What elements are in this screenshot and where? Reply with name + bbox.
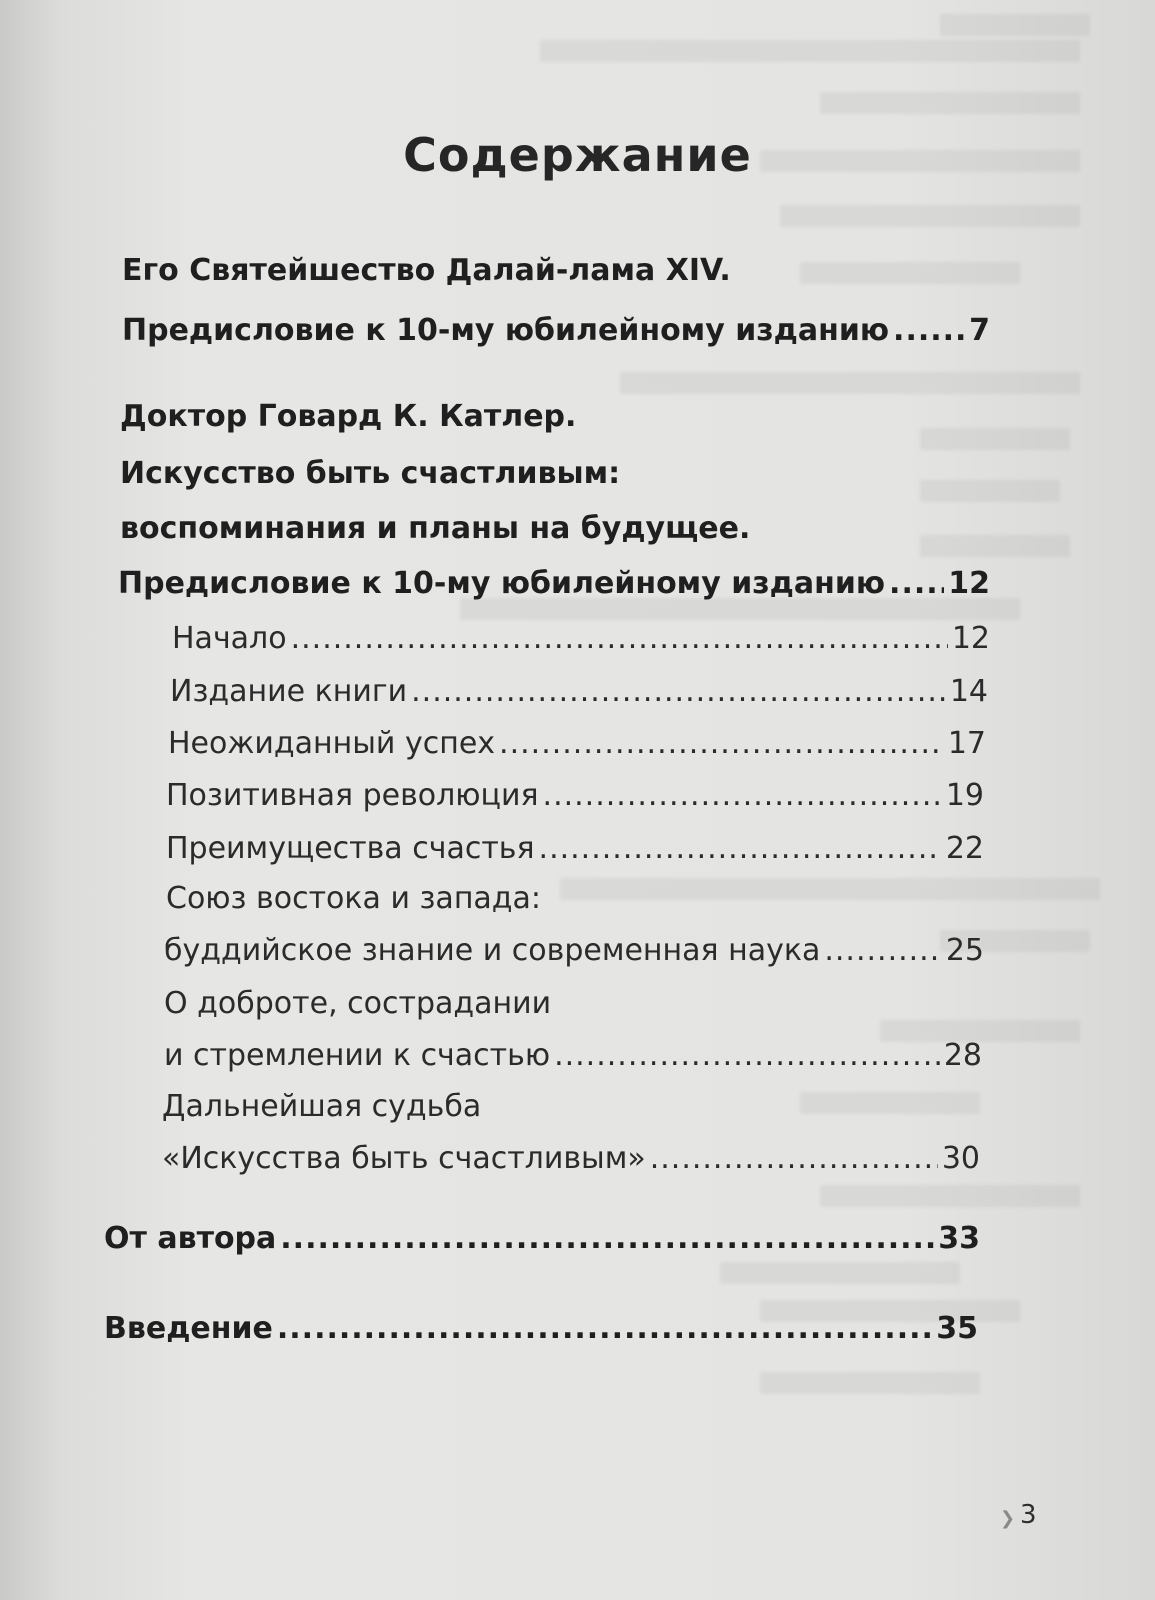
toc-cutler-line2: воспоминания и планы на будущее.: [120, 511, 751, 546]
toc-subentry-fate[interactable]: [162, 1140, 980, 1178]
toc-entry-label: Позитивная революция: [166, 778, 539, 813]
toc-subentry[interactable]: [166, 830, 984, 868]
page-number-ornament-icon: ❯: [1000, 1508, 1016, 1529]
toc-entry-page: 17: [947, 726, 986, 761]
toc-entry-page: 14: [949, 674, 988, 709]
dot-leader: [499, 725, 944, 763]
toc-entry-introduction[interactable]: [104, 1310, 978, 1348]
toc-entry-label: Начало: [172, 621, 287, 656]
toc-entry-dalai-preface[interactable]: [122, 312, 990, 350]
toc-subentry[interactable]: [170, 673, 988, 711]
toc-entry-page: 35: [936, 1311, 978, 1346]
toc-entry-page: 25: [945, 933, 984, 968]
dot-leader: [411, 673, 946, 711]
dot-leader: [554, 1037, 940, 1075]
dot-leader: [291, 620, 948, 658]
toc-subentry[interactable]: [172, 620, 990, 658]
toc-entry-label: Неожиданный успех: [168, 726, 496, 761]
toc-entry-label: буддийское знание и современная наука: [164, 933, 821, 968]
toc-entry-label: От автора: [104, 1221, 277, 1256]
toc-entry-page: 33: [938, 1221, 980, 1256]
toc-entry-label: и стремлении к счастью: [164, 1038, 551, 1073]
toc-entry-page: 12: [948, 566, 990, 601]
toc-entry-from-author[interactable]: [104, 1220, 980, 1258]
toc-fate-line1: Дальнейшая судьба: [162, 1089, 482, 1124]
toc-entry-page: 19: [945, 778, 984, 813]
toc-entry-page: 12: [951, 621, 990, 656]
page-number: 3: [1020, 1500, 1037, 1530]
toc-east-west-line1: Союз востока и запада:: [166, 881, 542, 916]
toc-entry-label: «Искусства быть счастливым»: [162, 1141, 646, 1176]
dot-leader: [543, 777, 942, 815]
toc-subentry-east-west[interactable]: [164, 932, 984, 970]
toc-entry-page: 28: [943, 1038, 982, 1073]
toc-entry-page: 22: [945, 831, 984, 866]
toc-subentry-kindness[interactable]: [164, 1037, 982, 1075]
toc-entry-label: Предисловие к 10-му юбилейному изданию: [118, 566, 886, 601]
toc-entry-page: 7: [969, 313, 990, 348]
toc-subentry[interactable]: [168, 725, 986, 763]
toc-entry-label: Предисловие к 10-му юбилейному изданию: [122, 313, 890, 348]
toc-cutler-line1: Искусство быть счастливым:: [120, 456, 621, 491]
toc-entry-label: Введение: [104, 1311, 273, 1346]
page-title: Содержание: [403, 128, 752, 182]
toc-entry-label: Издание книги: [170, 674, 408, 709]
toc-subentry[interactable]: [166, 777, 984, 815]
toc-entry-page: 30: [941, 1141, 980, 1176]
dot-leader: [889, 565, 944, 603]
toc-author-dalai: Его Святейшество Далай-лама XIV.: [122, 253, 731, 288]
toc-entry-label: Преимущества счастья: [166, 831, 535, 866]
toc-kindness-line1: О доброте, сострадании: [164, 986, 552, 1021]
toc-entry-cutler-preface[interactable]: [118, 565, 990, 603]
dot-leader: [824, 932, 941, 970]
dot-leader: [539, 830, 942, 868]
toc-author-cutler: Доктор Говард К. Катлер.: [120, 399, 577, 434]
dot-leader: [277, 1310, 932, 1348]
dot-leader: [650, 1140, 938, 1178]
dot-leader: [893, 312, 965, 350]
dot-leader: [280, 1220, 934, 1258]
